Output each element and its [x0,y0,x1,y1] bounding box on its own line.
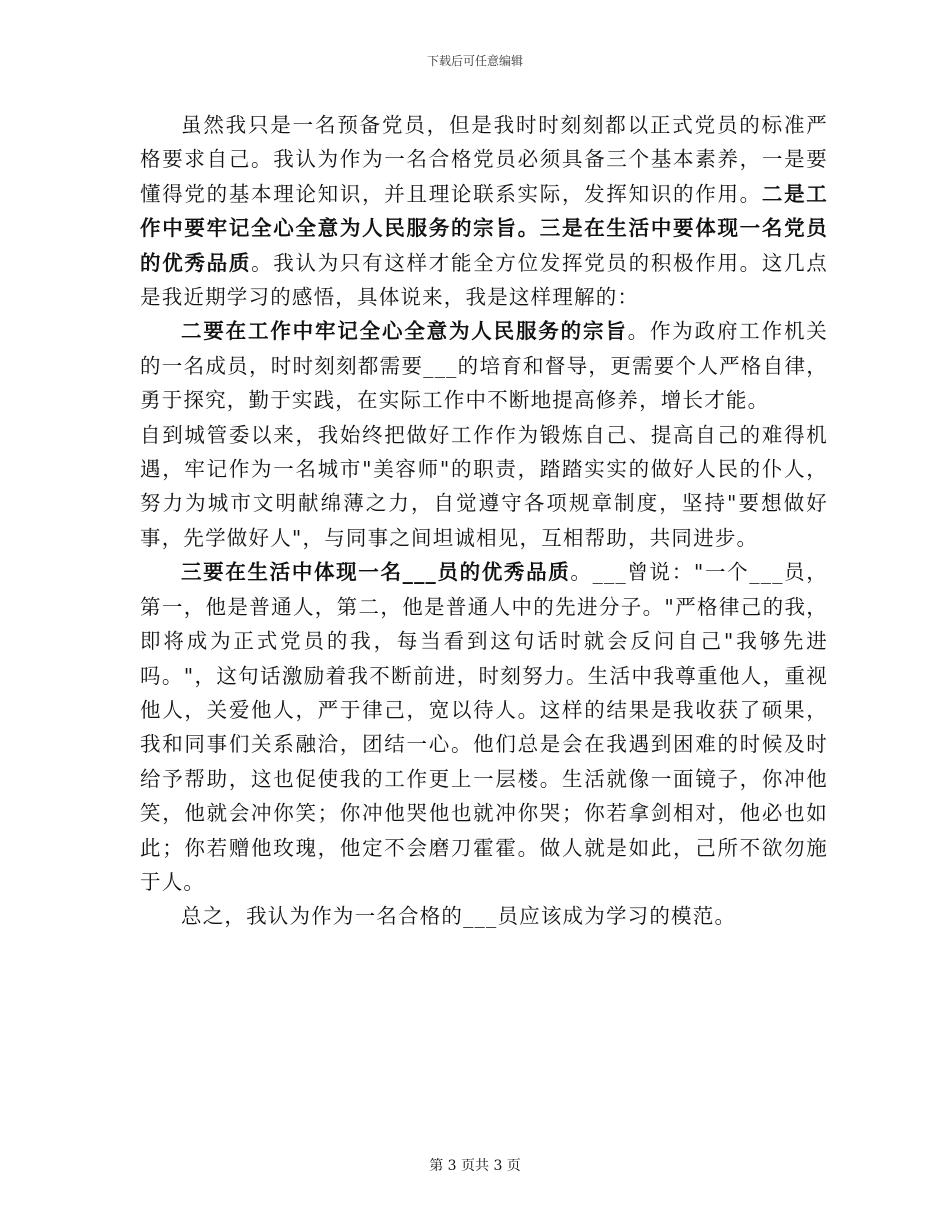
paragraph-work-continued [140,418,828,556]
paragraph-text: 总之，我认为作为一名合格的___员应该成为学习的模范。 [181,904,737,929]
paragraph-text: 。我认为只有这样才能全方位发挥党员的积极作用。这几点是我近期学习的感悟，具体说来，我是这样理解的： [140,250,829,310]
paragraph-intro [140,108,828,314]
bold-heading: 二要在工作中牢记全心全意为人民服务的宗旨 [181,319,628,344]
paragraph-conclusion [140,899,828,933]
page-footer: 第 3 页共 3 页 [429,1158,521,1174]
paragraph-text: 虽然我只是一名预备党员，但是我时时刻刻都以正式党员的标准严格要求自己。我认为作为一名合格党员必须具备三个基本素养，一是要懂得党的基本理论知识，并且理论联系实际，发挥知识的作用。 [140,113,828,206]
paragraph-text: 自到城管委以来，我始终把做好工作作为锻炼自己、提高自己的难得机遇，牢记作为一名城市"美容师"的职责，踏踏实实的做好人民的仆人，努力为城市文明献绵薄之力，自觉遵守各项规章制度，坚持"要想做好事，先学做好人"，与同事之间坦诚相见，互相帮助，共同进步。 [140,422,828,550]
paragraph-life [140,555,828,899]
paragraph-text: 。作为政府工作机关的一名成员，时时刻刻都需要___的培育和督导，更需要个人严格自律，勇于探究，勤于实践，在实际工作中不断地提高修养，增长才能。 [140,319,828,413]
bold-text: 二是工作中要牢记全心全意为人民服务的宗旨。三是在生活中要体现一名党员的优秀品质 [140,181,828,275]
bold-heading: 三要在生活中体现一名___员的优秀品质 [181,560,571,585]
paragraph-text: 。___曾说："一个___员，第一，他是普通人，第二，他是普通人中的先进分子。"严格律己的我，即将成为正式党员的我，每当看到这句话时就会反问自己"我够先进吗。"，这句话激励着我不断前进，时刻努力。生活中我尊重他人，重视他人，关爱他人，严于律己，宽以待人。这样的结果是我收获了硕果，我和同事们关系融洽，团结一心。他们总是会在我遇到困难的时候及时给予帮助，这也促使我的工作更上一层楼。生活就像一面镜子，你冲他笑，他就会冲你笑；你冲他哭他也就冲你哭；你若拿剑相对，他必也如此；你若赠他玫瑰，他定不会磨刀霍霍。做人就是如此，己所不欲勿施于人。 [140,560,828,894]
page-header: 下载后可任意编辑 [426,54,523,68]
document-body [140,108,828,934]
paragraph-work [140,314,828,417]
